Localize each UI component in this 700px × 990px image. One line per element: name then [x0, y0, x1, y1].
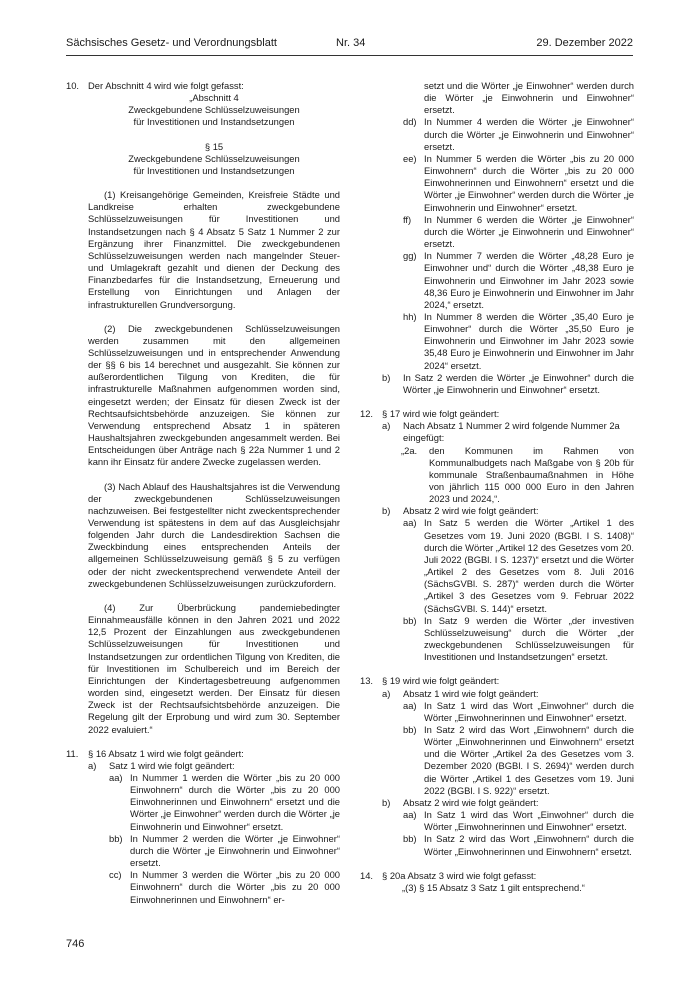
list-item-number: bb)	[403, 833, 417, 845]
sub-item-number: b)	[382, 796, 391, 808]
continued-text: setzt und die Wörter „je Einwohner“ werden durch die Wörter „je Einwohnerin und Einwohner“ ersetzt.	[424, 80, 634, 116]
list-item	[403, 724, 634, 797]
sub-item-number: b)	[382, 371, 391, 383]
section-heading: für Investitionen und Instandsetzungen	[133, 116, 295, 128]
item-number: 13.	[360, 675, 374, 687]
paragraph: (2) Die zweckgebundenen Schlüsselzuweisungen werden zusammen mit den allgemeinen Schlüsselzuweisungen und in entsprechender Anwendung der §§ 6 bis 14 berechnet und ausgezahlt. Sie können zur außerordentlichen Tilgung von Krediten, die für infrastrukturelle Maßnahmen aufgenommen worden sind, eingesetzt werden; der Einsatz für diesen Zweck ist der Rechtsaufsichtsbehörde anzuzeigen. Sie können zur Verwendung entsprechend Absatz 1 in späteren Haushaltsjahren zweckgebunden angesammelt werden. Bei Entscheidungen über Anträge nach § 22a Nummer 1 und 2 kann ihr Einsatz für andere Zwecke zugelassen werden.	[88, 322, 340, 468]
item-intro: § 17 wird wie folgt geändert:	[382, 408, 500, 420]
item-14	[360, 870, 634, 894]
item-11	[66, 748, 340, 906]
paragraph: (1) Kreisangehörige Gemeinden, Kreisfreie Städte und Landkreise erhalten zweckgebundene Schlüsselzuweisungen für Investitionen und Instandsetzungen nach § 4 Absatz 5 Satz 1 Nummer 2 zur Ergänzung ihrer Finanzmittel. Die zweckgebundenen Schlüsselzuweisungen werden nach mangelnder Steuer- und Umlagekraft gezahlt und dienen der Deckung des Finanzbedarfes für die Instandsetzung, Erneuerung und Erstellung von Einrichtungen und Anlagen der infrastrukturellen Grundversorgung.	[88, 189, 340, 310]
list-item	[403, 517, 634, 614]
list-item	[403, 153, 634, 214]
replacement-text: „(3) § 15 Absatz 3 Satz 1 gilt entsprechend.“	[402, 881, 585, 893]
issue-date: 29. Dezember 2022	[536, 37, 633, 49]
sub-item	[382, 797, 634, 858]
section-heading: Zweckgebundene Schlüsselzuweisungen	[128, 104, 300, 116]
sub-item	[382, 372, 634, 396]
list-item-number: bb)	[403, 614, 417, 626]
list-item-number: bb)	[109, 832, 123, 844]
sub-item-number: a)	[382, 687, 391, 699]
list-item-number: hh)	[403, 310, 417, 322]
sub-item	[88, 760, 340, 906]
list-item-text: In Nummer 1 werden die Wörter „bis zu 20 000 Einwohnern“ durch die Wörter „bis zu 20 000 Einwohnerinnen und Einwohnern“ ersetzt und die Wörter „je Einwohner“ werden durch die Wörter „je Einwohnerin und Einwohner“ ersetzt.	[130, 771, 340, 832]
paragraph-heading: Zweckgebundene Schlüsselzuweisungen	[128, 152, 300, 164]
item-13	[360, 675, 634, 857]
list-item-number: aa)	[403, 809, 417, 821]
list-item	[403, 700, 634, 724]
item-number: 14.	[360, 869, 374, 881]
item-number: 12.	[360, 408, 374, 420]
list-item-text: In Nummer 2 werden die Wörter „je Einwohner“ durch die Wörter „je Einwohnerin und Einwohner“ ersetzt.	[130, 832, 340, 869]
list-item-text: In Satz 2 wird das Wort „Einwohnern“ durch die Wörter „Einwohnerinnen und Einwohnern“ ersetzt.	[424, 833, 634, 857]
list-item-text: In Nummer 4 werden die Wörter „je Einwohner“ durch die Wörter „je Einwohnerin und Einwohner“ ersetzt.	[424, 116, 634, 152]
sub-item	[382, 505, 634, 663]
list-item-text: In Satz 5 werden die Wörter „Artikel 1 des Gesetzes vom 19. Juni 2020 (BGBl. I S. 1408)“ durch die Wörter „Artikel 12 des Gesetzes vom 20. Juli 2022 (BGBl. I S. 1237)“ ersetzt und die Wörter „Artikel 2 des Gesetzes vom 8. Juli 2016 (SächsGVBl. S. 287)“ werden durch die Wörter „Artikel 3 des Gesetzes vom 9. Februar 2022 (SächsGVBl. S. 144)“ ersetzt.	[424, 517, 634, 614]
page-number: 746	[66, 938, 85, 950]
list-item-number: aa)	[109, 771, 123, 783]
running-header	[66, 37, 633, 56]
sub-item-text: In Satz 2 werden die Wörter „je Einwohner“ durch die Wörter „je Einwohnerin und Einwohner“ ersetzt.	[403, 371, 634, 395]
list-item	[403, 833, 634, 857]
sub-item-number: a)	[88, 759, 97, 771]
sub-item-number: a)	[382, 420, 391, 432]
list-item-text: In Nummer 3 werden die Wörter „bis zu 20 000 Einwohnern“ durch die Wörter „bis zu 20 000 Einwohnerinnen und Einwohnern“ er-	[130, 869, 340, 905]
paragraph-heading: für Investitionen und Instandsetzungen	[133, 164, 295, 176]
list-item-text: In Satz 1 wird das Wort „Einwohner“ durch die Wörter „Einwohnerinnen und Einwohner“ ersetzt.	[424, 699, 634, 723]
item-intro: Der Abschnitt 4 wird wie folgt gefasst:	[88, 80, 244, 91]
paragraph: (4) Zur Überbrückung pandemiebedingter Einnahmeausfälle können in den Jahren 2021 und 2022 12,5 Prozent der Einzahlungen aus zweckgebundenen Schlüsselzuweisungen für Investitionen und Instandsetzungen zur ordentlichen Tilgung von Krediten, die für Investitionen im Schulbereich und im Bereich der Einrichtungen der Kindertagesbetreuung aufgenommen worden sind, eingesetzt werden. Der Einsatz für diesen Zweck ist der Rechtsaufsichtsbehörde anzuzeigen. Die Regelung gilt der Erprobung und wird zum 30. September 2022 evaluiert.“	[88, 601, 340, 735]
paragraph-heading: § 15	[204, 140, 224, 152]
inserted-number	[403, 445, 634, 506]
sub-item-text: Absatz 1 wird wie folgt geändert:	[403, 687, 539, 699]
list-item	[403, 250, 634, 311]
list-item-number: bb)	[403, 723, 417, 735]
list-item-number: aa)	[403, 699, 417, 711]
issue-number: Nr. 34	[336, 37, 366, 49]
sub-item-text: Nach Absatz 1 Nummer 2 wird folgende Nummer 2a eingefügt:	[403, 420, 620, 444]
list-item-text: In Nummer 5 werden die Wörter „bis zu 20 000 Einwohnern“ durch die Wörter „bis zu 20 000 Einwohnerinnen und Einwohnern“ ersetzt und die Wörter „je Einwohner“ werden durch die Wörter „je Einwohnerin und Einwohner“ ersetzt.	[424, 152, 634, 213]
quote-text: den Kommunen im Rahmen von Kommunalbudgets nach Maßgabe von § 20b für kommunale Straßenbaumaßnahmen in Höhe von jährlich 115 000 000 Euro in den Jahren 2023 und 2024,“.	[429, 444, 634, 505]
journal-title: Sächsisches Gesetz- und Verordnungsblatt	[66, 37, 277, 49]
list-item	[403, 116, 634, 152]
item-intro: § 16 Absatz 1 wird wie folgt geändert:	[88, 747, 244, 759]
list-item-number: dd)	[403, 116, 417, 128]
paragraph: (3) Nach Ablauf des Haushaltsjahres ist die Verwendung der zweckgebundenen Schlüsselzuweisungen nachzuweisen. Bei festgestellter nicht zweckentsprechender Verwendung ist spätestens in dem auf das Ausgleichsjahr folgenden Jahr durch die Landesdirektion Sachsen die Zweckbindung eines entsprechenden Anteils der allgemeinen Schlüsselzuweisung gemäß § 5 zu verfügen oder der nicht zweckentsprechend verwendete Anteil der zweckgebundenen Schlüsselzuweisungen zurückzufordern.	[88, 480, 340, 589]
list-item	[109, 772, 340, 833]
item-number: 11.	[66, 747, 79, 759]
left-column	[66, 80, 340, 906]
item-intro: § 20a Absatz 3 wird wie folgt gefasst:	[382, 869, 537, 881]
sub-item-text: Satz 1 wird wie folgt geändert:	[109, 759, 235, 771]
right-column	[360, 80, 634, 894]
sub-item-text: Absatz 2 wird wie folgt geändert:	[403, 796, 539, 808]
list-item-number: aa)	[403, 517, 417, 529]
list-item	[403, 615, 634, 664]
list-item	[109, 869, 340, 905]
list-item-text: In Nummer 7 werden die Wörter „48,28 Euro je Einwohner und“ durch die Wörter „48,38 Euro je Einwohnerin und Einwohner im Jahr 2023 sowie 48,36 Euro je Einwohnerin und Einwohner im Jahr 2024,“ ersetzt.	[424, 250, 634, 310]
sub-item	[382, 420, 634, 505]
list-item-number: ff)	[403, 213, 412, 225]
list-item-text: In Satz 1 wird das Wort „Einwohner“ durch die Wörter „Einwohnerinnen und Einwohner“ ersetzt.	[424, 809, 634, 833]
list-item-text: In Nummer 6 werden die Wörter „je Einwohner“ durch die Wörter „je Einwohnerin und Einwohner“ ersetzt.	[424, 213, 634, 250]
item-intro: § 19 wird wie folgt geändert:	[382, 675, 500, 687]
list-item	[403, 214, 634, 250]
list-item	[403, 311, 634, 372]
list-item-number: cc)	[109, 869, 122, 881]
sub-item-text: Absatz 2 wird wie folgt geändert:	[403, 505, 539, 517]
list-item	[403, 809, 634, 833]
list-item-number: ee)	[403, 152, 417, 164]
list-item	[109, 833, 340, 869]
quote-number: „2a.	[401, 444, 418, 456]
item-number: 10.	[66, 80, 80, 91]
list-item-text: In Satz 2 wird das Wort „Einwohnern“ durch die Wörter „Einwohnerinnen und Einwohnern“ ersetzt und die Wörter „Artikel 2a des Gesetzes vom 3. Dezember 2020 (BGBl. I S. 2694)“ werden durch die Wörter „Artikel 1 des Gesetzes vom 19. Juni 2022 (BGBl. I S. 922)“ ersetzt.	[424, 723, 634, 796]
list-item-text: In Satz 9 werden die Wörter „der investiven Schlüsselzuweisung“ durch die Wörter „der zweckgebundenen Schlüsselzuweisungen für Investitionen und Instandsetzungen“ ersetzt.	[424, 614, 634, 663]
list-item-text: In Nummer 8 werden die Wörter „35,40 Euro je Einwohner“ durch die Wörter „35,50 Euro je Einwohnerin und Einwohner im Jahr 2023 sowie 35,48 Euro je Einwohnerin und Einwohner im Jahr 2024“ ersetzt.	[424, 310, 634, 371]
sub-item-number: b)	[382, 505, 391, 517]
item-12	[360, 408, 634, 663]
item-10	[66, 80, 340, 736]
sub-item	[382, 688, 634, 797]
list-item-number: gg)	[403, 250, 417, 262]
section-heading: „Abschnitt 4	[189, 92, 239, 104]
